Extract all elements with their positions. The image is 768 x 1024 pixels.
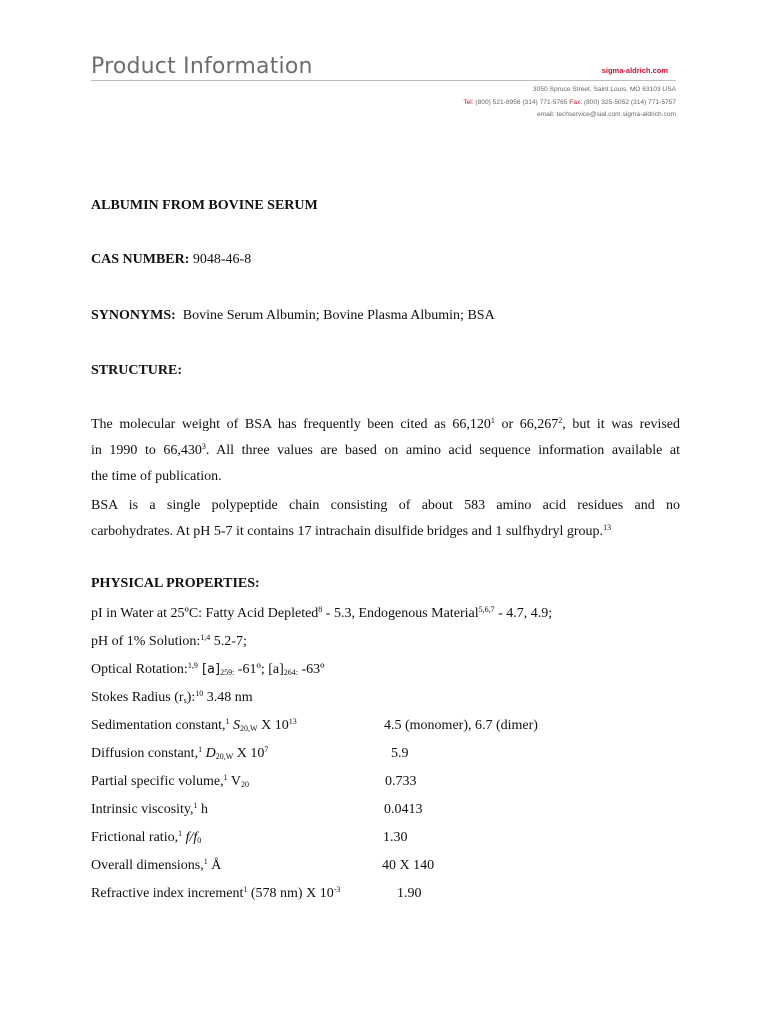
structure-paragraph-1: The molecular weight of BSA has frequently been cited as 66,120$^1$ or 66,267$^2$, but it was revised in 1990 to 66,430$^3$. All three values are based on amino acid sequence information available at the time of publication. xyxy=(91,416,680,484)
prop-viscosity-value: 0.0413 xyxy=(384,802,423,817)
physical-properties-heading: PHYSICAL PROPERTIES: xyxy=(91,576,260,591)
prop-pi: pI in Water at 25ºC: Fatty Acid Depleted$^8$ - 5.3, Endogenous Material$^{5,6,7}$ - 4.7, 4.9; xyxy=(91,605,553,621)
structure-heading: STRUCTURE: xyxy=(91,363,183,378)
synonyms: SYNONYMS: Bovine Serum Albumin; Bovine Plasma Albumin; BSA xyxy=(91,308,495,323)
header-rule xyxy=(91,80,676,81)
header-address: 3050 Spruce Street, Saint Louis, MO 63103 USA xyxy=(533,86,676,93)
document-title: ALBUMIN FROM BOVINE SERUM xyxy=(91,198,318,213)
prop-diffusion-label: Diffusion constant,$^1$ $D_{20,W}$ X $10^7$ xyxy=(91,745,269,761)
prop-sedimentation-label: Sedimentation constant,$^1$ $S_{20,W}$ X $10^{13}$ xyxy=(91,717,297,733)
prop-optical-rotation: Optical Rotation:$^{1,9}$ $[a]_{259:}$ -61º; $[a]_{264:}$ -63º xyxy=(91,661,325,677)
prop-ph: pH of 1% Solution:$^{1,4}$ 5.2-7; xyxy=(91,633,247,649)
prop-sedimentation-value: 4.5 (monomer), 6.7 (dimer) xyxy=(384,718,538,733)
header-title: Product Information xyxy=(91,54,313,79)
structure-paragraph-2: BSA is a single polypeptide chain consisting of about 583 amino acid residues and no carbohydrates. At pH 5-7 it contains 17 intrachain disulfide bridges and 1 sulfhydryl group.$^{13}$ xyxy=(91,498,680,539)
prop-dimensions-value: 40 X 140 xyxy=(382,858,435,873)
prop-frictional-label: Frictional ratio,$^1$ $f/f_0$ xyxy=(91,829,202,845)
prop-diffusion-value: 5.9 xyxy=(391,746,409,761)
prop-partial-volume-value: 0.733 xyxy=(385,774,417,789)
header-contact xyxy=(463,84,676,122)
prop-frictional-value: 1.30 xyxy=(383,830,408,845)
header-email: email: techservice@sial.com sigma-aldrich.com xyxy=(536,111,676,119)
prop-refractive-value: 1.90 xyxy=(397,886,422,901)
prop-stokes-radius: Stokes Radius $(r_s):^{10}$ 3.48 nm xyxy=(91,689,253,705)
header-phones: Tel: (800) 521-8956 (314) 771-5765 Fax: (800) 325-5052 (314) 771-5757 xyxy=(463,98,676,106)
cas-number: CAS NUMBER: 9048-46-8 xyxy=(91,252,252,267)
prop-refractive-label: Refractive index increment$^1$ (578 nm) X $10^{-3}$ xyxy=(91,885,341,901)
prop-dimensions-label: Overall dimensions,$^1$ Å xyxy=(91,857,222,873)
prop-viscosity-label: Intrinsic viscosity,$^1$ h xyxy=(91,801,209,817)
prop-partial-volume-label: Partial specific volume,$^1$ $V_{20}$ xyxy=(91,773,249,789)
header-website: sigma-aldrich.com xyxy=(601,66,668,75)
